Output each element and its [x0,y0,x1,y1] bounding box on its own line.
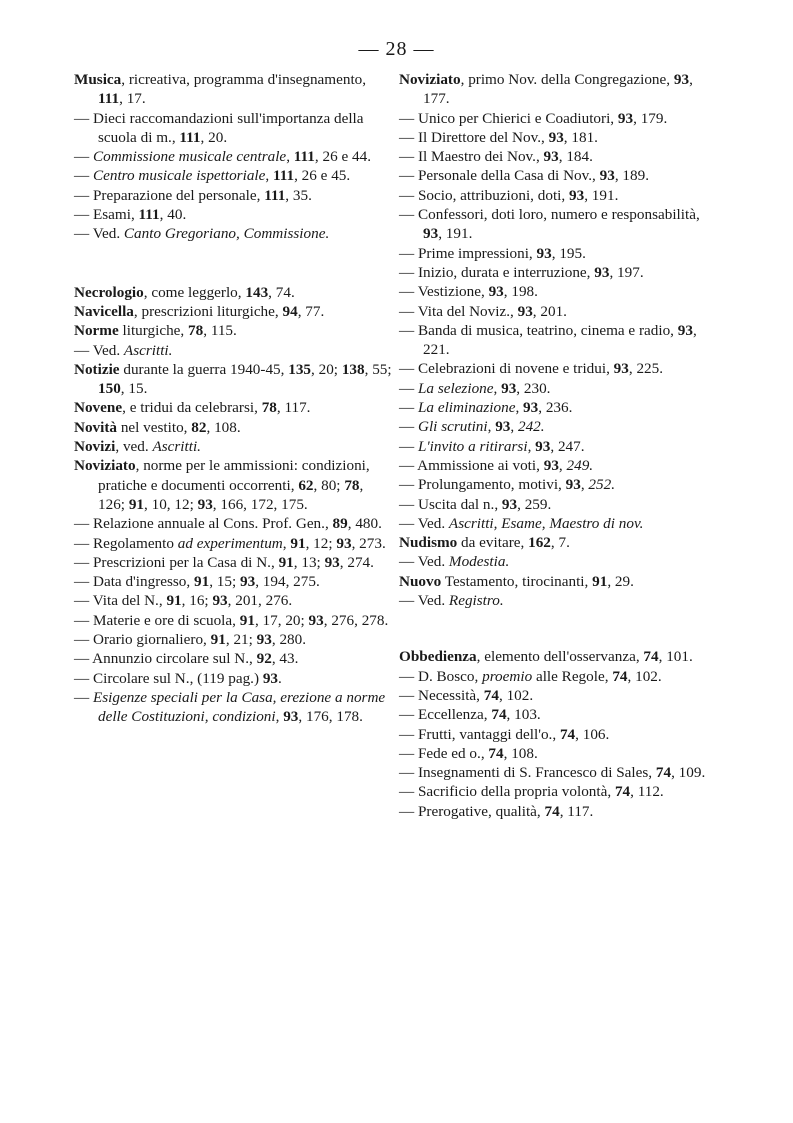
entry-text: , 179. [633,109,668,127]
entry-text: , 74. [268,283,295,301]
bold-text: 74 [655,764,672,782]
entry-text: , 259. [517,495,552,513]
entry-text: — Dieci raccomandazioni sull'importanza della scuola di m., [74,109,364,146]
index-subentry [74,649,392,668]
bold-text: Musica [74,71,122,88]
index-subentry [74,166,392,185]
entry-text: — [399,437,418,455]
bold-text: 93 [501,495,518,513]
entry-text: , [558,456,567,474]
index-subentry [74,630,392,649]
italic-text: La eliminazione [417,399,516,417]
bold-text: 93 [677,321,693,339]
index-subentry [74,688,392,727]
italic-text: Esigenze speciali per la Casa, erezione a norme delle Costituzioni, condizioni [92,688,386,726]
index-subentry [74,611,392,630]
entry-text: , 189. [614,167,649,185]
bold-text: 93 [495,418,511,436]
bold-text: 93 [423,225,439,243]
entry-text: , 280. [271,631,307,649]
bold-text: Nudismo [399,534,458,552]
bold-text: 135 [288,360,312,378]
index-subentry [399,475,717,494]
bold-text: Noviziato [74,457,136,475]
entry-text: — Ved. [399,553,449,571]
entry-text: da evitare, [457,534,529,552]
bold-text: 62 [298,476,314,494]
entry-text: — Ammissione ai voti, [399,456,544,474]
bold-text: 74 [544,802,560,820]
index-subentry [74,109,392,148]
entry-text: , 197. [609,263,644,281]
bold-text: 111 [264,186,286,204]
entry-text: — Il Direttore del Nov., [399,128,549,146]
entry-text: , [282,534,291,552]
right-column [399,70,717,821]
index-subentry [399,166,717,185]
bold-text: Obbedienza [399,648,477,666]
italic-text: Centro musicale ispettoriale [92,167,266,185]
index-subentry [74,186,392,205]
bold-text: 111 [179,128,201,146]
entry-text: , 35. [285,186,312,204]
entry-text: , 43. [271,650,299,668]
bold-text: 89 [332,515,348,533]
italic-text: Ascritti, Esame, Maestro di nov. [448,514,644,532]
entry-text: , 17, 20; [254,611,309,629]
index-entry [74,437,392,456]
entry-text: . [278,669,282,687]
index-group-noviziato [399,70,717,610]
entry-text: , [275,708,284,726]
entry-text: liturgiche, [118,322,189,340]
index-subentry [399,552,717,571]
index-subentry [74,591,392,610]
entry-text: , 230. [516,379,551,397]
entry-text: — Fede ed o., [399,744,489,762]
entry-text: , 115. [203,322,237,340]
bold-text: 74 [559,725,576,743]
index-subentry [399,398,717,417]
entry-text: , norme per le ammissioni: condizioni, pratiche e documenti occorrenti, [98,457,370,494]
entry-text: , 26 e 45. [294,167,351,185]
index-subentry [399,186,717,205]
entry-text: durante la guerra 1940-45, [119,360,289,378]
index-subentry [399,359,717,378]
entry-text: , 16; [181,592,213,610]
index-subentry [399,591,717,610]
entry-text: — Insegnamenti di S. Francesco di Sales, [399,764,656,782]
bold-text: 74 [488,744,504,762]
entry-text: — [399,418,418,436]
index-group-n [74,283,392,727]
bold-text: 93 [523,399,539,417]
entry-text: , 21; [225,631,257,649]
entry-text: , 112. [630,783,664,801]
bold-text: Notizie [74,360,120,378]
index-subentry [74,669,392,688]
entry-text: , [265,167,273,185]
index-subentry [399,782,717,801]
entry-text: — [74,148,93,166]
bold-text: 74 [612,667,628,685]
index-entry [74,321,392,340]
bold-text: 93 [324,553,340,571]
italic-text: proemio [482,667,533,685]
entry-text: , 109. [671,764,706,782]
entry-text: , 20; [311,360,342,378]
entry-text: , 126; [98,476,364,513]
bold-text: 111 [293,148,315,166]
entry-text: Testamento, tirocinanti, [441,572,593,590]
entry-text: , ricreativa, programma d'insegnamento, [121,71,367,88]
bold-text: 93 [565,476,581,494]
index-subentry [399,302,717,321]
italic-text: L'invito a ritirarsi [417,437,528,455]
entry-text: — Esami, [74,206,139,224]
entry-text: , 7. [550,534,570,552]
entry-text: , [510,418,518,436]
bold-text: 74 [614,783,631,801]
italic-text: La selezione [417,379,494,397]
entry-text: — [399,379,418,397]
bold-text: 78 [344,476,360,494]
index-subentry [399,379,717,398]
index-subentry [399,147,717,166]
entry-text: — Celebrazioni di novene e tridui, [399,360,614,378]
bold-text: 91 [278,553,294,571]
entry-text: , ved. [115,438,153,456]
entry-text: , 177. [423,71,693,108]
bold-text: 162 [528,534,551,552]
entry-text: , 198. [503,283,538,301]
index-subentry [74,553,392,572]
bold-text: 93 [599,167,615,185]
entry-text: , 106. [575,725,610,743]
entry-text: , come leggerlo, [143,283,246,301]
bold-text: 78 [188,322,204,340]
bold-text: 111 [138,206,160,224]
entry-text: , 176, 178. [298,708,363,726]
bold-text: 74 [483,686,499,704]
index-subentry [74,341,392,360]
entry-text: , 480. [347,515,382,533]
entry-text: — Confessori, doti loro, numero e responsabilità, [399,206,700,224]
entry-text: — Uscita dal n., [399,495,502,513]
entry-text: , 108. [503,744,538,762]
page-number: — 28 — [358,38,435,60]
entry-text: — Prescrizioni per la Casa di N., [74,553,279,571]
index-subentry [399,128,717,147]
entry-text: — Ved. [74,225,124,243]
bold-text: 93 [308,611,324,629]
index-subentry [74,224,392,243]
bold-text: Navicella [74,302,134,320]
entry-text: — Il Maestro dei Nov., [399,148,544,166]
index-subentry [399,686,717,705]
entry-text: — Sacrificio della propria volontà, [399,783,615,801]
bold-text: 93 [613,360,629,378]
index-subentry [399,744,717,763]
bold-text: Noviziato [399,71,461,88]
index-subentry [399,263,717,282]
index-entry [74,418,392,437]
bold-text: 91 [128,495,144,513]
bold-text: 138 [341,360,365,378]
entry-text: — Socio, attribuzioni, doti, [399,186,569,204]
entry-text: , 102. [627,667,662,685]
entry-text: alle Regole, [532,667,613,685]
entry-text: , [286,148,294,166]
entry-text: , 276, 278. [323,611,389,629]
bold-text: 93 [197,495,213,513]
entry-text: , 17. [119,90,146,108]
bold-text: 94 [282,302,298,320]
italic-text: 242. [517,418,545,436]
index-entry [74,456,392,514]
index-subentry [399,705,717,724]
bold-text: 82 [191,418,207,436]
index-subentry [399,437,717,456]
bold-text: 150 [98,380,121,398]
index-subentry [399,725,717,744]
entry-text: — Eccellenza, [399,706,492,724]
entry-text: — Vestizione, [399,283,489,301]
bold-text: 93 [535,437,551,455]
bold-text: 93 [594,263,610,281]
italic-text: Commissione musicale centrale [92,148,287,166]
index-subentry [399,109,717,128]
entry-text: — Prerogative, qualità, [399,802,545,820]
index-subentry [74,514,392,533]
bold-text: 91 [210,631,226,649]
entry-text: , 108. [206,418,241,436]
entry-text: , 191. [584,186,619,204]
bold-text: 93 [240,573,256,591]
entry-text: , 20. [200,128,228,146]
entry-text: , 201, 276. [227,592,293,610]
index-subentry [399,205,717,244]
entry-text: , e tridui da celebrarsi, [122,399,262,417]
entry-text: — [74,688,93,706]
italic-text: Ascritti. [123,341,173,359]
entry-text: , 55; [364,360,392,378]
italic-text: Modestia. [448,553,510,571]
entry-text: , 274. [339,553,374,571]
index-group-musica [74,70,392,244]
bold-text: 93 [488,283,504,301]
entry-text: — Orario giornaliero, [74,631,211,649]
bold-text: 93 [617,109,634,127]
entry-text: — Regolamento [74,534,178,552]
entry-text: , 103. [506,706,541,724]
italic-text: Canto Gregoriano, Commissione. [123,225,330,243]
index-subentry [74,534,392,553]
entry-text: , 29. [607,572,634,590]
index-entry [74,360,392,399]
bold-text: 91 [239,611,255,629]
entry-text: , 13; [293,553,325,571]
index-entry [74,398,392,417]
entry-text: , 201. [532,302,567,320]
index-subentry [74,572,392,591]
entry-text: , 40. [159,206,187,224]
bold-text: 91 [592,572,608,590]
entry-text: , 101. [658,648,693,666]
bold-text: 91 [166,592,182,610]
index-entry [74,302,392,321]
entry-text: — Banda di musica, teatrino, cinema e radio, [399,321,678,339]
entry-text: — [399,399,418,417]
bold-text: 91 [290,534,306,552]
bold-text: 93 [501,379,517,397]
entry-text: , [487,418,496,436]
index-entry [399,70,717,109]
index-subentry [399,667,717,686]
index-entry [74,70,392,109]
bold-text: 93 [336,534,352,552]
section-spacer [399,610,717,647]
entry-text: , 10, 12; [144,495,198,513]
entry-text: , 194, 275. [255,573,320,591]
entry-text: — Vita del N., [74,592,167,610]
entry-text: — [74,167,93,185]
index-subentry [399,456,717,475]
entry-text: , 273. [351,534,386,552]
entry-text: , [493,379,502,397]
index-subentry [399,321,717,360]
index-subentry [399,802,717,821]
italic-text: Gli scrutini [417,418,488,436]
index-entry [74,283,392,302]
entry-text: , prescrizioni liturgiche, [133,302,283,320]
entry-text: , 12; [305,534,337,552]
index-subentry [399,244,717,263]
bold-text: 93 [256,631,272,649]
left-column [74,70,392,727]
bold-text: 93 [283,708,299,726]
entry-text: , 15; [209,573,240,591]
index-subentry [74,205,392,224]
entry-text: , 166, 172, 175. [212,495,308,513]
entry-text: — Frutti, vantaggi dell'o., [399,725,560,743]
bold-text: 93 [517,302,533,320]
entry-text: — Annunzio circolare sul N., [74,650,257,668]
index-group-obbedienza [399,647,717,821]
bold-text: 93 [569,186,585,204]
entry-text: — Ved. [399,514,449,532]
bold-text: 111 [98,90,120,108]
entry-text: — Relazione annuale al Cons. Prof. Gen., [74,515,333,533]
entry-text: , 195. [551,244,586,262]
entry-text: , [580,476,589,494]
index-subentry [74,147,392,166]
index-entry [399,533,717,552]
entry-text: nel vestito, [117,418,192,436]
entry-text: — Necessità, [399,686,484,704]
bold-text: Novizi [74,438,116,456]
index-subentry [399,282,717,301]
entry-text: — Preparazione del personale, [74,186,265,204]
entry-text: — Ved. [399,592,449,610]
bold-text: 74 [491,706,507,724]
entry-text: — Data d'ingresso, [74,573,194,591]
entry-text: , [515,399,524,417]
index-subentry [399,495,717,514]
section-spacer [74,244,392,283]
entry-text: — Inizio, durata e interruzione, [399,263,595,281]
bold-text: Novene [74,399,123,417]
entry-text: — Materie e ore di scuola, [74,611,240,629]
entry-text: , 221. [423,321,697,359]
bold-text: 93 [543,148,559,166]
entry-text: , 236. [538,399,573,417]
bold-text: 92 [256,650,272,668]
italic-text: 249. [566,456,594,474]
bold-text: 93 [262,669,278,687]
entry-text: , 117. [276,399,311,417]
entry-text: , 15. [120,380,148,398]
bold-text: 74 [643,648,659,666]
entry-text: , 26 e 44. [314,148,371,166]
entry-text: , primo Nov. della Congregazione, [460,71,674,88]
italic-text: Ascritti. [152,438,201,456]
bold-text: 93 [212,592,228,610]
entry-text: , 80; [313,476,345,494]
entry-text: , 181. [563,128,598,146]
italic-text: 252. [588,476,615,494]
index-entry [399,572,717,591]
entry-text: , 247. [550,437,585,455]
bold-text: Novità [74,418,118,436]
italic-text: ad experimentum [177,534,283,552]
bold-text: 78 [261,399,277,417]
bold-text: Nuovo [399,572,442,590]
bold-text: 93 [673,71,690,88]
index-entry [399,647,717,666]
bold-text: Norme [74,322,119,340]
entry-text: — Prolungamento, motivi, [399,476,566,494]
entry-text: — Circolare sul N., (119 pag.) [74,669,263,687]
bold-text: 91 [194,573,210,591]
entry-text: — Unico per Chierici e Coadiutori, [399,109,618,127]
bold-text: 93 [548,128,564,146]
bold-text: 93 [536,244,552,262]
bold-text: 143 [245,283,269,301]
italic-text: Registro. [448,592,504,610]
entry-text: , 225. [628,360,664,378]
entry-text: — Personale della Casa di Nov., [399,167,600,185]
entry-text: , 184. [558,148,593,166]
bold-text: Necrologio [74,283,144,301]
entry-text: , 102. [498,686,534,704]
index-subentry [399,514,717,533]
entry-text: , elemento dell'osservanza, [476,648,644,666]
entry-text: — D. Bosco, [399,667,483,685]
entry-text: , 117. [559,802,594,820]
entry-text: — Prime impressioni, [399,244,537,262]
entry-text: , 77. [297,302,325,320]
index-subentry [399,763,717,782]
entry-text: — Ved. [74,341,124,359]
entry-text: — Vita del Noviz., [399,302,518,320]
index-subentry [399,417,717,436]
bold-text: 111 [272,167,295,185]
bold-text: 93 [543,456,559,474]
entry-text: , [527,437,536,455]
entry-text: , 191. [438,225,473,243]
